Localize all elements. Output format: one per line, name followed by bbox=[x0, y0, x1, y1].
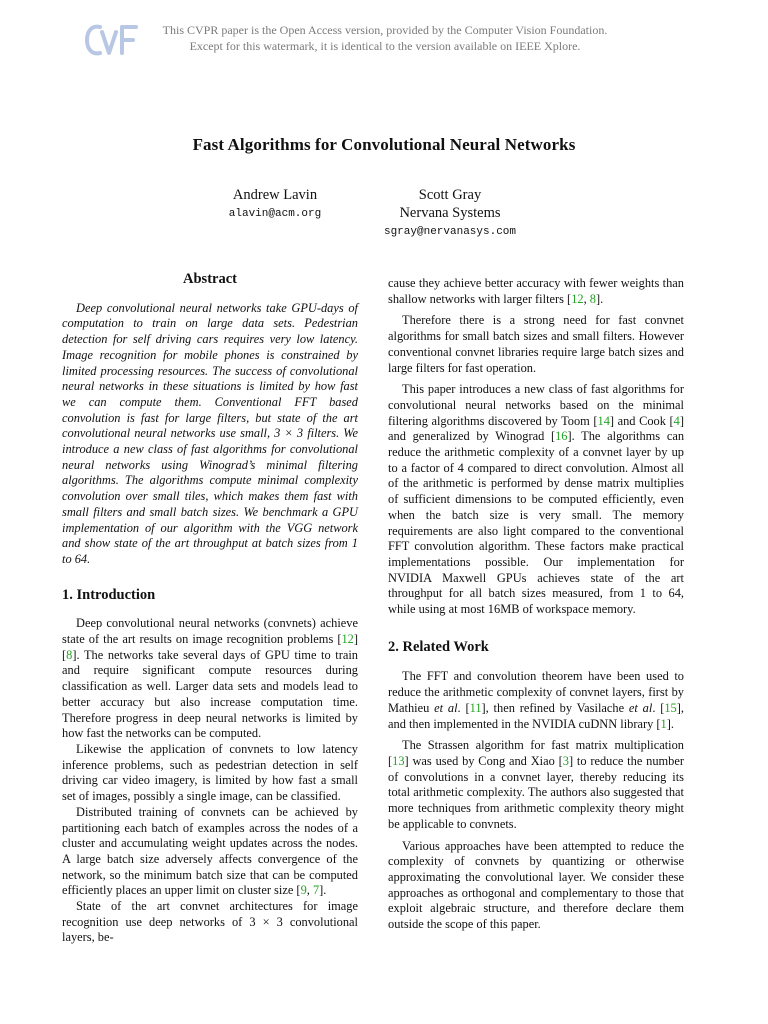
citation-link[interactable]: 7 bbox=[312, 883, 320, 898]
citation-link[interactable]: 3 bbox=[562, 753, 569, 768]
author-2 bbox=[352, 186, 548, 242]
open-access-watermark bbox=[140, 23, 630, 54]
citation-link[interactable]: 9 bbox=[300, 883, 307, 898]
author-email: alavin@acm.org bbox=[228, 208, 322, 220]
right-column bbox=[388, 276, 684, 933]
author-name: Scott Gray bbox=[418, 187, 482, 203]
cvf-logo-icon bbox=[84, 20, 140, 60]
intro-paragraph-3: Distributed training of convnets can be achieved by partitioning each batch of examples across the nodes of a cluster and accumulating weight updates across the nodes. A large batch size adversely affects convergence of the network, so the minimum batch size that can be computed efficiently places an upper limit on cluster size [9, 7]. bbox=[62, 804, 358, 898]
author-name: Andrew Lavin bbox=[232, 187, 318, 203]
italic-text: et al bbox=[628, 700, 653, 715]
citation-link[interactable]: 16 bbox=[555, 429, 568, 444]
paper-title: Fast Algorithms for Convolutional Neural Networks bbox=[192, 135, 576, 154]
watermark-line-1: This CVPR paper is the Open Access version, provided by the Computer Vision Foundation. bbox=[162, 23, 608, 37]
related-work-heading: 2. Related Work bbox=[388, 638, 489, 655]
citation-link[interactable]: 12 bbox=[341, 632, 354, 647]
intro-paragraph-2: Likewise the application of convnets to low latency inference problems, such as pedestrian detection in self driving car video imagery, is limited by how fast a small set of images, possibly a single image, can be classified. bbox=[62, 741, 358, 804]
intro-paragraph-5: Therefore there is a strong need for fast convnet algorithms for small batch sizes and small filters. However conventional convnet libraries require large batch sizes and large filters for fast operation. bbox=[388, 313, 684, 375]
intro-paragraph-6: This paper introduces a new class of fast algorithms for convolutional neural networks based on the minimal filtering algorithms discovered by Toom [14] and Cook [4] and generalized by Winograd [16]. The algorithms can reduce the arithmetic complexity of a convnet layer by up to a factor of 4 compared to direct convolution. Almost all of the arithmetic is performed by dense matrix multiplies of sufficient dimensions to be computed efficiently, even when the batch size is very small. The memory requirements are also light compared to the conventional FFT convolution algorithm. These factors make practical implementations possible. Our implementation for NVIDIA Maxwell GPUs achieves state of the art throughput for all batch sizes measured, from 1 to 64, while using at most 16MB of workspace memory. bbox=[388, 382, 685, 617]
italic-text: et al bbox=[434, 700, 458, 715]
author-affiliation: Nervana Systems bbox=[399, 205, 501, 221]
citation-link[interactable]: 11 bbox=[469, 700, 482, 715]
introduction-heading: 1. Introduction bbox=[62, 586, 156, 603]
author-email: sgray@nervanasys.com bbox=[383, 226, 517, 238]
citation-link[interactable]: 8 bbox=[66, 647, 73, 662]
intro-paragraph-4-continued: cause they achieve better accuracy with fewer weights than shallow networks with larger filters [12, 8]. bbox=[388, 276, 684, 306]
watermark-line-2: Except for this watermark, it is identical to the version available on IEEE Xplore. bbox=[189, 38, 581, 53]
related-paragraph-2: The Strassen algorithm for fast matrix multiplication [13] was used by Cong and Xiao [3] to reduce the number of convolutions in a convnet layer, thereby reducing its total arithmetic complexity. The authors also suggested that more techniques from arithmetic complexity theory might be applicable to convnets. bbox=[388, 738, 684, 831]
intro-paragraph-4: State of the art convnet architectures for image recognition use deep networks of 3 × 3 convolutional layers, be- bbox=[62, 899, 358, 945]
citation-link[interactable]: 12 bbox=[571, 291, 584, 306]
citation-link[interactable]: 14 bbox=[597, 413, 610, 428]
citation-link[interactable]: 4 bbox=[673, 413, 680, 428]
intro-paragraph-1: Deep convolutional neural networks (convnets) achieve state of the art results on image recognition problems [12][8]. The networks take several days of GPU time to train and require significant compute resources during classification as well. Larger data sets and models lead to better accuracy but also increase computation time. Therefore progress in deep neural networks is limited by how fast the networks can be computed. bbox=[62, 616, 358, 741]
left-column bbox=[62, 272, 358, 946]
citation-link[interactable]: 15 bbox=[664, 700, 677, 715]
citation-link[interactable]: 8 bbox=[589, 291, 596, 306]
citation-link[interactable]: 1 bbox=[660, 716, 667, 731]
citation-link[interactable]: 13 bbox=[392, 753, 405, 768]
abstract-text: Deep convolutional neural networks take GPU-days of computation to train on large data sets. Pedestrian detection for self driving cars requires very low latency. Image recognition for mobile phones is constrained by limited processing resources. The success of convolutional neural networks in these situations is limited by how fast we can compute them. Conventional FFT based convolution is fast for large filters, but state of the art convolutional neural networks use small, 3 × 3 filters. We introduce a new class of fast algorithms for convolutional neural networks using Winograd’s minimal filtering algorithms. The algorithms compute minimal complexity convolution over small tiles, which makes them fast with small filters and small batch sizes. We benchmark a GPU implementation of our algorithm with the VGG network and show state of the art throughput at batch sizes from 1 to 64. bbox=[62, 300, 358, 566]
author-1 bbox=[190, 186, 360, 224]
related-paragraph-3: Various approaches have been attempted to reduce the complexity of convnets by quantizing or otherwise approximating the convolutional layer. We consider these approaches as orthogonal and complementary to those that exploit algebraic structure, and therefore declare them outside the scope of this paper. bbox=[388, 838, 684, 932]
related-paragraph-1: The FFT and convolution theorem have been used to reduce the arithmetic complexity of convnet layers, first by Mathieu et al. [11], then refined by Vasilache et al. [15], and then implemented in the NVIDIA cuDNN library [1]. bbox=[388, 669, 684, 731]
abstract-heading: Abstract bbox=[183, 271, 237, 287]
